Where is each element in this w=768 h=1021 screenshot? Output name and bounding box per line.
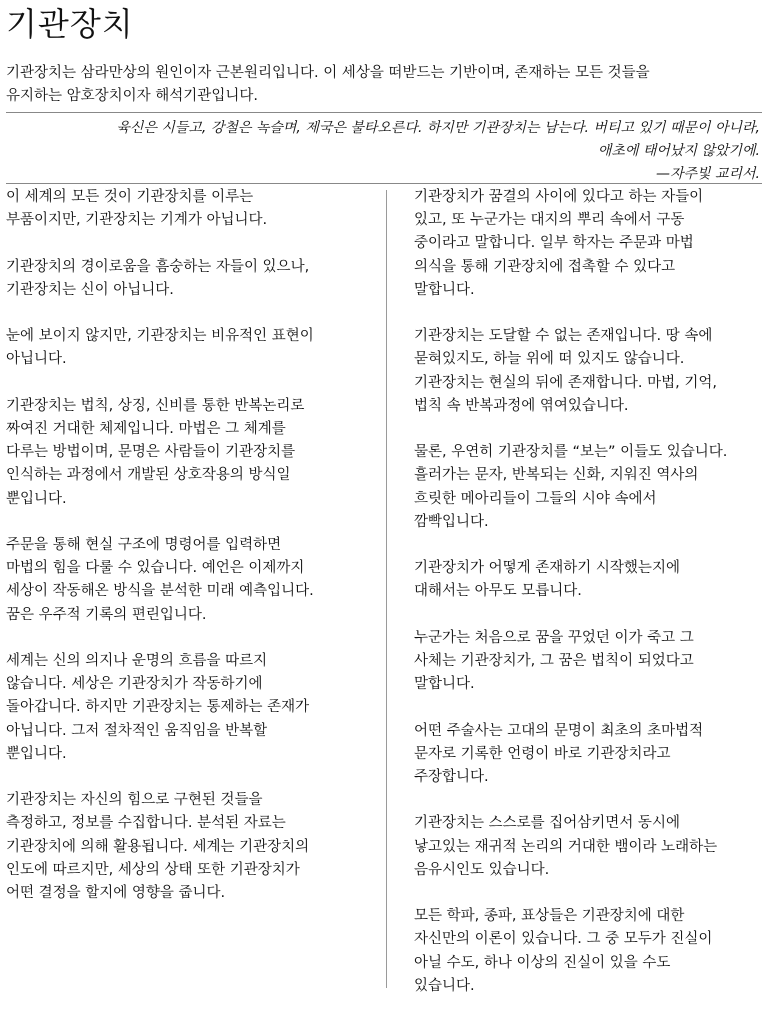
left-paragraph: 세계는 신의 의지나 운명의 흐름을 따르지 않습니다. 세상은 기관장치가 작동하기에 돌아갑니다. 하지만 기관장치는 통제하는 존재가 아닙니다. 그저 절차적인 움직임을 반복할 뿐입니다. bbox=[6, 652, 310, 762]
right-paragraph: 기관장치는 스스로를 집어삼키면서 동시에 낳고있는 재귀적 논리의 거대한 뱀이라 노래하는 음유시인도 있습니다. bbox=[414, 815, 718, 878]
quote-top-rule bbox=[6, 112, 762, 113]
right-paragraph: 어떤 주술사는 고대의 문명이 최초의 초마법적 문자로 기록한 언령이 바로 기관장치라고 주장합니다. bbox=[414, 722, 704, 785]
right-paragraph: 모든 학파, 종파, 표상들은 기관장치에 대한 자신만의 이론이 있습니다. 그 중 모두가 진실이 아닐 수도, 하나 이상의 진실이 있을 수도 있습니다. bbox=[414, 908, 713, 994]
left-paragraph: 기관장치의 경이로움을 흠숭하는 자들이 있으나, 기관장치는 신이 아닙니다. bbox=[6, 258, 310, 298]
right-paragraph: 기관장치가 꿈결의 사이에 있다고 하는 자들이 있고, 또 누군가는 대지의 뿌리 속에서 구동 중이라고 말합니다. 일부 학자는 주문과 마법 의식을 통해 기관장치에 접촉할 수 있다고 말합니다. bbox=[414, 189, 704, 298]
right-paragraph: 기관장치가 어떻게 존재하기 시작했는지에 대해서는 아무도 모릅니다. bbox=[414, 560, 680, 600]
left-column bbox=[6, 186, 374, 928]
right-paragraph: 물론, 우연히 기관장치를 “보는” 이들도 있습니다. 흘러가는 문자, 반복되는 신화, 지워진 역사의 흐릿한 메아리들이 그들의 시야 속에서 깜빡입니다. bbox=[414, 444, 728, 530]
left-paragraph: 기관장치는 자신의 힘으로 구현된 것들을 측정하고, 정보를 수집합니다. 분석된 자료는 기관장치에 의해 활용됩니다. 세계는 기관장치의 인도에 따르지만, 세상의 상태 또한 기관장치가 어떤 결정을 할지에 영향을 줍니다. bbox=[6, 792, 310, 901]
right-paragraph: 누군가는 처음으로 꿈을 꾸었던 이가 죽고 그 사체는 기관장치가, 그 꿈은 법칙이 되었다고 말합니다. bbox=[414, 629, 694, 693]
quote-attribution: —자주빛 교리서. bbox=[655, 166, 760, 182]
left-paragraph: 눈에 보이지 않지만, 기관장치는 비유적인 표현이 아닙니다. bbox=[6, 328, 314, 368]
quote-bottom-rule bbox=[6, 183, 762, 184]
left-paragraph: 기관장치는 법칙, 상징, 신비를 통한 반복논리로 짜여진 거대한 체제입니다. 마법은 그 체계를 다루는 방법이며, 문명은 사람들이 기관장치를 인식하는 과정에서 개발된 상호작용의 방식일 뿐입니다. bbox=[6, 397, 305, 507]
epigraph-quote bbox=[10, 117, 760, 186]
right-paragraph: 기관장치는 도달할 수 없는 존재입니다. 땅 속에 묻혀있지도, 하늘 위에 떠 있지도 않습니다. 기관장치는 현실의 뒤에 존재합니다. 마법, 기억, 법칙 속 반복과정에 엮여있습니다. bbox=[414, 328, 718, 414]
page-title: 기관장치 bbox=[6, 5, 134, 43]
column-divider bbox=[386, 190, 387, 988]
intro-paragraph: 기관장치는 삼라만상의 원인이자 근본원리입니다. 이 세상을 떠받드는 기반이며, 존재하는 모든 것들을 유지하는 암호장치이자 해석기관입니다. bbox=[6, 65, 650, 104]
quote-line-2: 애초에 태어났지 않았기에. bbox=[597, 143, 760, 159]
quote-line-1: 육신은 시들고, 강철은 녹슬며, 제국은 불타오른다. 하지만 기관장치는 남는다. 버티고 있기 때문이 아니라, bbox=[116, 120, 760, 136]
right-column bbox=[414, 186, 764, 1021]
left-paragraph: 주문을 통해 현실 구조에 명령어를 입력하면 마법의 힘을 다룰 수 있습니다. 예언은 이제까지 세상이 작동해온 방식을 분석한 미래 예측입니다. 꿈은 우주적 기록의 편린입니다. bbox=[6, 536, 314, 623]
left-paragraph: 이 세계의 모든 것이 기관장치를 이루는 부품이지만, 기관장치는 기계가 아닙니다. bbox=[6, 189, 268, 229]
